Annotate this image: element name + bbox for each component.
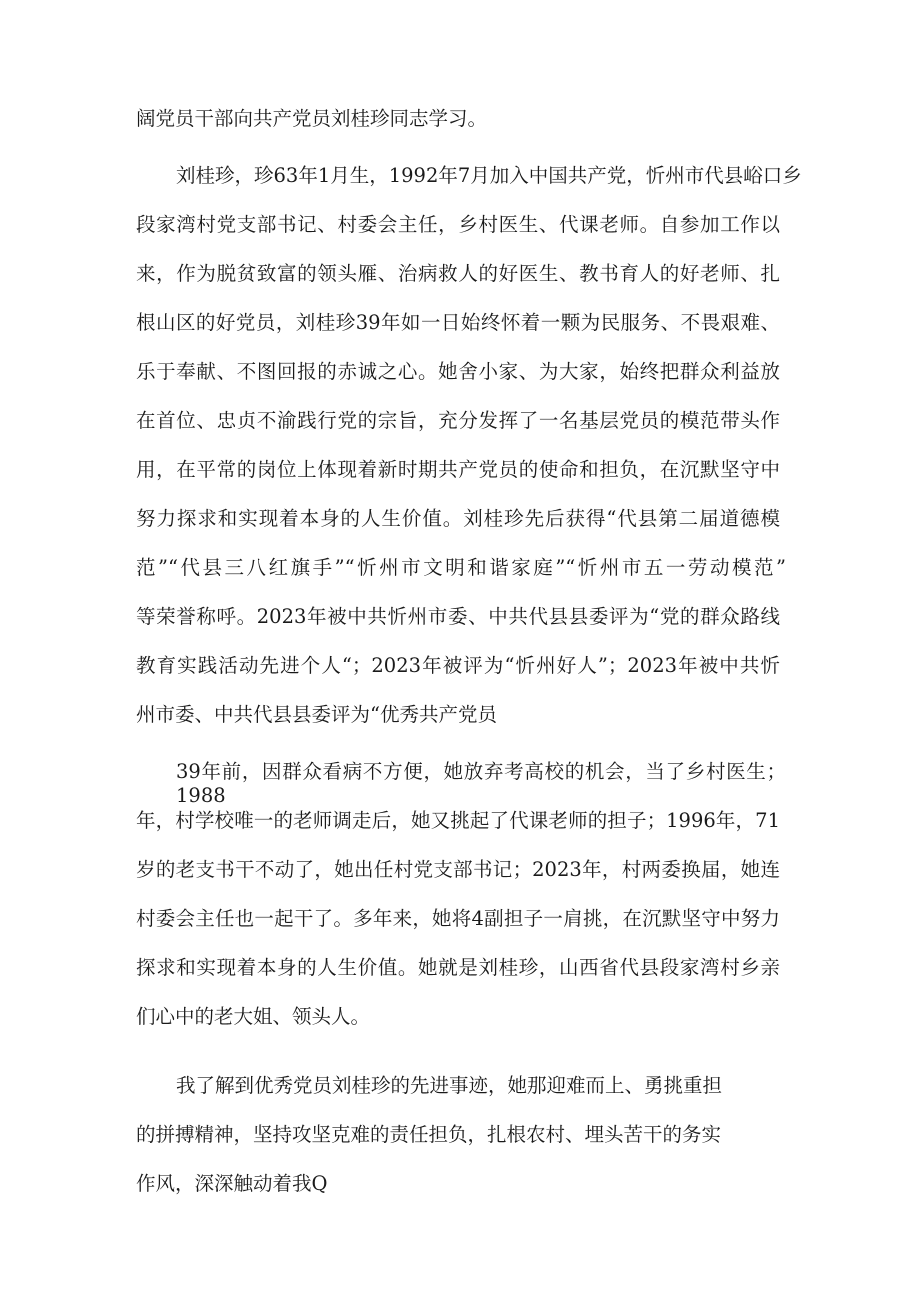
paragraph-1-line-6: 在首位、忠贞不渝践行党的宗旨，充分发挥了一名基层党员的模范带头作 — [136, 409, 780, 432]
paragraph-1-line-8: 努力探求和实现着本身的人生价值。刘桂珍先后获得“代县第二届道德模 — [136, 507, 780, 530]
paragraph-2-line-4: 村委会主任也一起干了。多年来，她将4副担子一肩挑，在沉默坚守中努力 — [136, 907, 780, 930]
paragraph-3-line-1: 我了解到优秀党员刘桂珍的先进事迹，她那迎难而上、勇挑重担 — [176, 1074, 723, 1097]
paragraph-1-line-11: 教育实践活动先进个人“；2023年被评为“忻州好人”；2023年被中共忻 — [136, 654, 780, 677]
paragraph-2-line-5: 探求和实现着本身的人生价值。她就是刘桂珍，山西省代县段家湾村乡亲 — [136, 956, 780, 979]
paragraph-1-line-10: 等荣誉称呼。2023年被中共忻州市委、中共代县县委评为“党的群众路线 — [136, 605, 780, 628]
paragraph-1-line-2: 段家湾村党支部书记、村委会主任，乡村医生、代课老师。自参加工作以 — [136, 213, 780, 236]
paragraph-1-line-12: 州市委、中共代县县委评为“优秀共产党员 — [136, 703, 497, 726]
paragraph-1-line-7: 用，在平常的岗位上体现着新时期共产党员的使命和担负，在沉默坚守中 — [136, 458, 780, 481]
paragraph-2-line-6: 们心中的老大姐、领头人。 — [136, 1005, 371, 1028]
intro-tail-line: 阔党员干部向共产党员刘桂珍同志学习。 — [136, 107, 488, 130]
paragraph-1-line-9: 范”“代县三八红旗手”“忻州市文明和谐家庭”“忻州市五一劳动模范” — [136, 556, 786, 579]
paragraph-2-line-3: 岁的老支书干不动了，她出任村党支部书记；2023年，村两委换届，她连 — [136, 858, 780, 881]
paragraph-1-line-3: 来，作为脱贫致富的领头雁、治病救人的好医生、教书育人的好老师、扎 — [136, 262, 780, 285]
paragraph-1-line-1: 刘桂珍，珍63年1月生，1992年7月加入中国共产党，忻州市代县峪口乡 — [176, 164, 802, 187]
paragraph-1-line-4: 根山区的好党员，刘桂珍39年如一日始终怀着一颗为民服务、不畏艰难、 — [136, 311, 780, 334]
paragraph-3-line-3: 作风，深深触动着我Q — [136, 1172, 328, 1195]
paragraph-3-line-2: 的拼搏精神，坚持攻坚克难的责任担负，扎根农村、埋头苦干的务实 — [136, 1123, 722, 1146]
paragraph-2-line-2: 年，村学校唯一的老师调走后，她又挑起了代课老师的担子；1996年，71 — [136, 809, 780, 832]
paragraph-1-line-5: 乐于奉献、不图回报的赤诚之心。她舍小家、为大家，始终把群众利益放 — [136, 360, 780, 383]
paragraph-2-line-1: 39年前，因群众看病不方便，她放弃考高校的机会，当了乡村医生；1988 — [176, 760, 786, 807]
